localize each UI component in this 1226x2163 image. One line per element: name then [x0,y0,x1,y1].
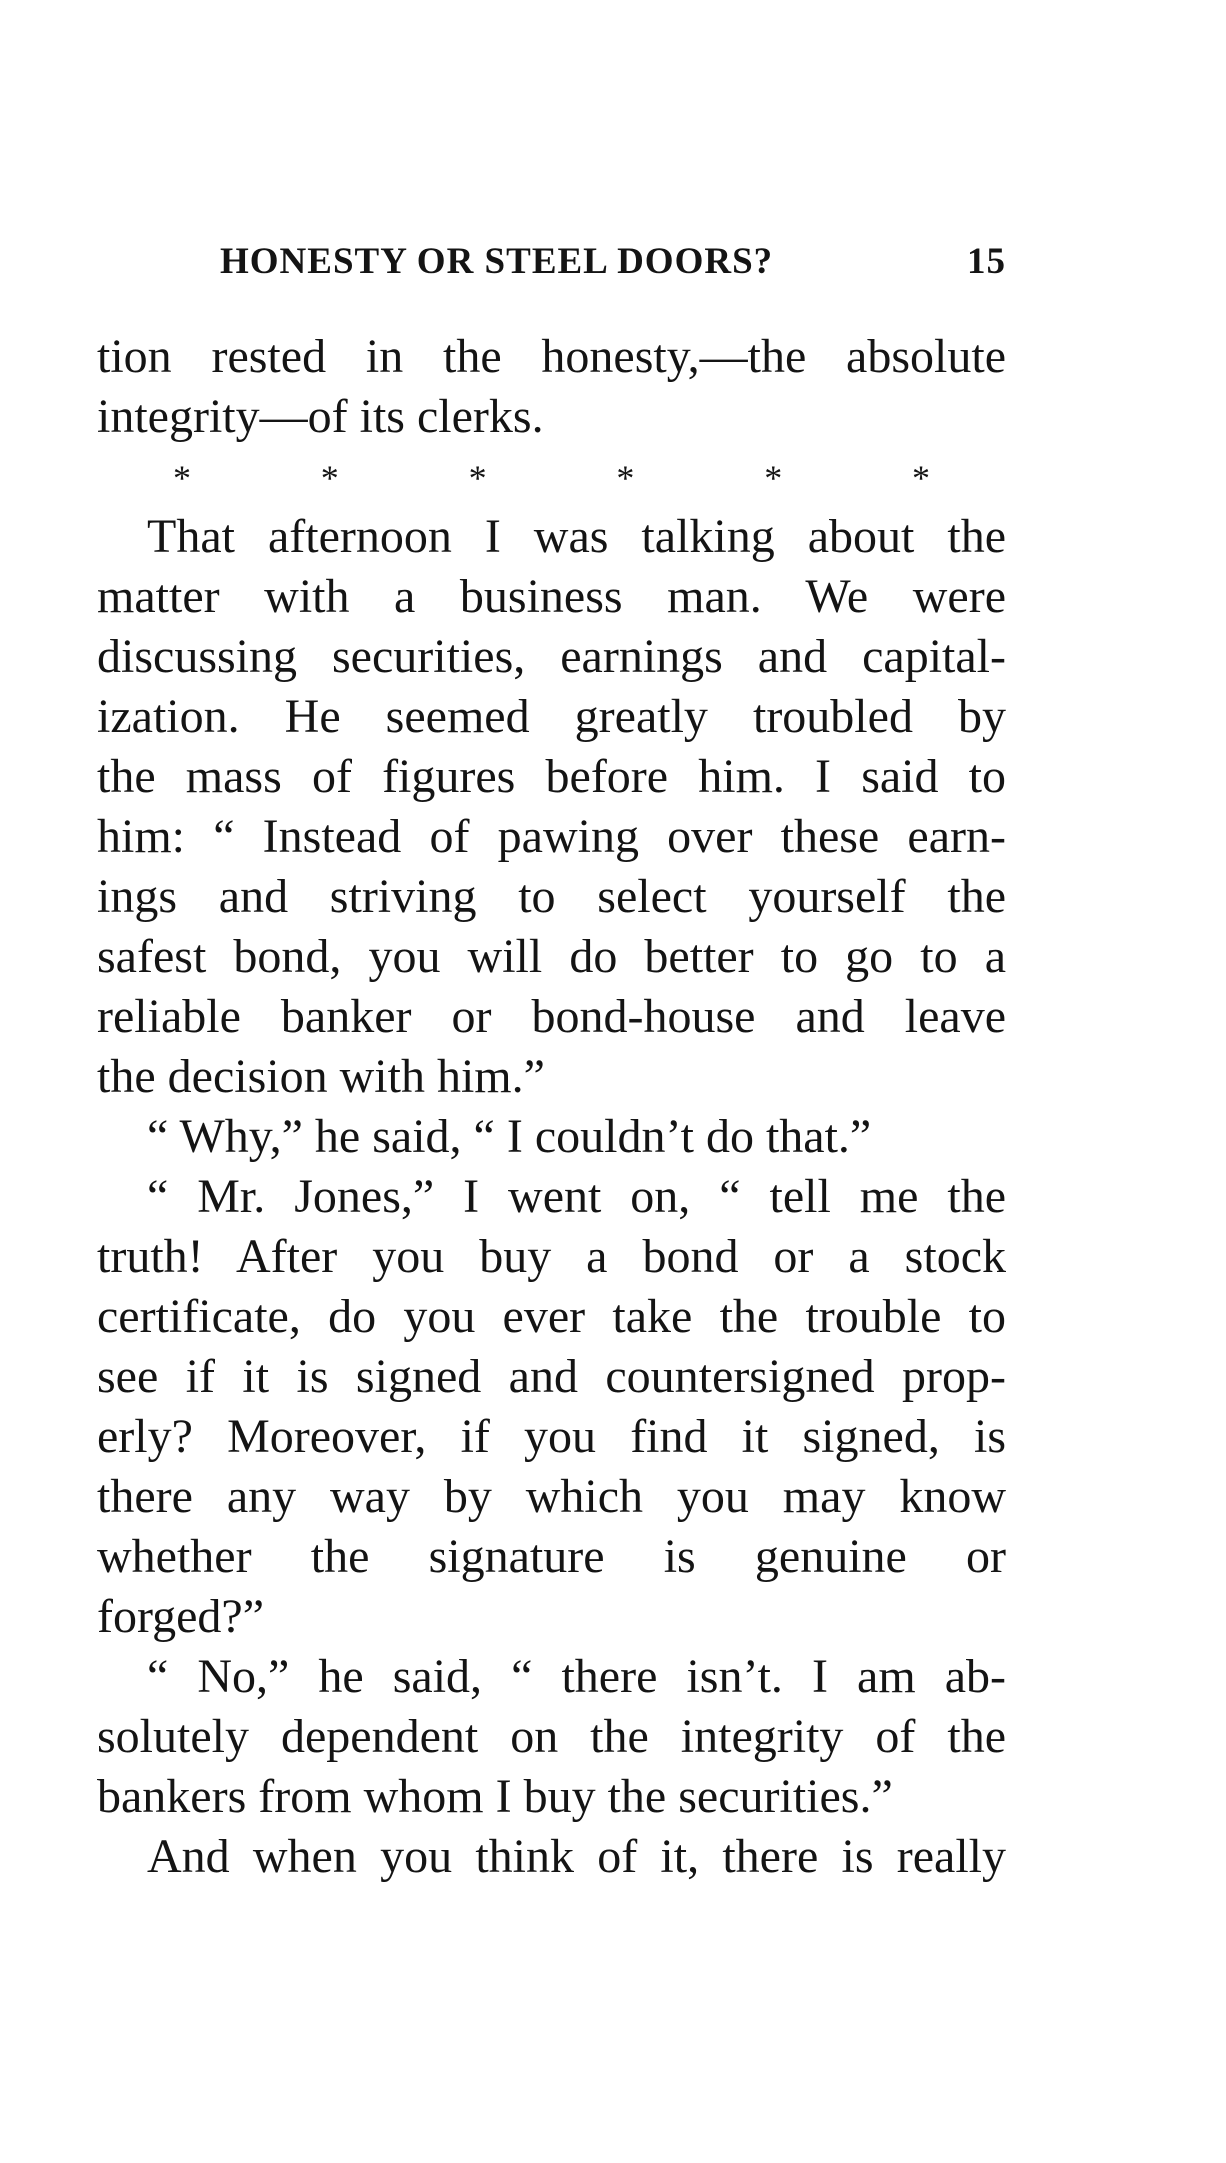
text-line: there any way by which you may know [97,1470,1006,1523]
text-line: the decision with him.” [97,1050,545,1103]
running-head [220,237,1006,287]
text-line: “ Mr. Jones,” I went on, “ tell me the [147,1170,1006,1223]
text-line: truth! After you buy a bond or a stock [97,1230,1006,1283]
text-line: forged?” [97,1590,265,1643]
text-line: safest bond, you will do better to go to a [97,930,1006,983]
separator-asterisk: * [616,458,635,498]
separator-asterisk: * [911,458,930,498]
text-line: bankers from whom I buy the securities.” [97,1770,893,1823]
text-line: discussing securities, earnings and capital- [97,630,1006,683]
text-line: him: “ Instead of pawing over these earn- [97,810,1006,863]
text-line: “ No,” he said, “ there isn’t. I am ab- [147,1650,1006,1703]
section-separator [97,447,1006,507]
page-number: 15 [967,241,1006,282]
body-text [97,327,1006,1887]
text-line: “ Why,” he said, “ I couldn’t do that.” [147,1110,872,1163]
text-line: whether the signature is genuine or [97,1530,1006,1583]
separator-asterisk: * [173,458,191,498]
text-line: erly? Moreover, if you find it signed, is [97,1410,1006,1463]
text-line: reliable banker or bond-house and leave [97,990,1006,1043]
text-line: solutely dependent on the integrity of the [97,1710,1006,1763]
text-line: certificate, do you ever take the trouble to [97,1290,1006,1343]
text-line: matter with a business man. We were [97,570,1006,623]
separator-asterisk: * [468,458,487,498]
text-line: ization. He seemed greatly troubled by [97,690,1006,743]
text-line: That afternoon I was talking about the [147,510,1006,563]
text-line: see if it is signed and countersigned prop- [97,1350,1006,1403]
separator-asterisk: * [764,458,783,498]
text-line: tion rested in the honesty,—the absolute [97,330,1006,383]
text-line: ings and striving to select yourself the [97,870,1006,923]
text-line: the mass of figures before him. I said to [97,750,1006,803]
separator-asterisk: * [320,458,339,498]
text-line: integrity—of its clerks. [97,390,544,443]
running-head-title: HONESTY OR STEEL DOORS? [220,241,774,282]
text-line: And when you think of it, there is really [147,1830,1006,1883]
